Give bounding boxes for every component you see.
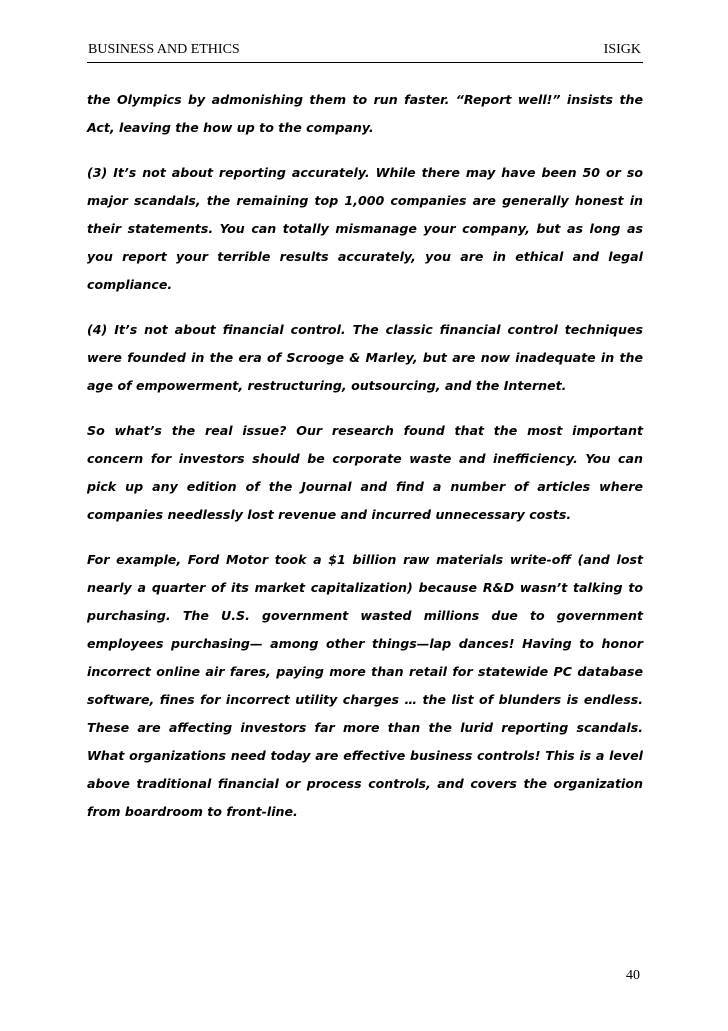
header-author: ISIGK — [603, 42, 641, 57]
paragraph: For example, Ford Motor took a $1 billion raw materials write-off (and lost nearly a quarter of its market capitalization) because R&D wasn’t talking to purchasing. The U.S. government wasted millions due to government employees purchasing— among other things—lap dances! Having to honor incorrect online air fares, paying more than retail for statewide PC database software, fines for incorrect utility charges … the list of blunders is endless. These are affecting investors far more than the lurid reporting scandals. What organizations need today are effective business controls! This is a level above traditional financial or process controls, and covers the organization from boardroom to front-line. — [87, 552, 643, 819]
page-number: 40 — [626, 968, 640, 983]
paragraph: the Olympics by admonishing them to run faster. “Report well!” insists the Act, leaving the how up to the company. — [87, 92, 643, 135]
page-header — [87, 40, 643, 63]
header-title: BUSINESS AND ETHICS — [88, 42, 240, 57]
paragraph: (3) It’s not about reporting accurately. While there may have been 50 or so major scandals, the remaining top 1,000 companies are generally honest in their statements. You can totally mismanage your company, but as long as you report your terrible results accurately, you are in ethical and legal compliance. — [87, 165, 643, 292]
paragraph: So what’s the real issue? Our research found that the most important concern for investors should be corporate waste and inefficiency. You can pick up any edition of the Journal and find a number of articles where companies needlessly lost revenue and incurred unnecessary costs. — [87, 423, 643, 522]
paragraph: (4) It’s not about financial control. The classic financial control techniques were founded in the era of Scrooge & Marley, but are now inadequate in the age of empowerment, restructuring, outsourcing, and the Internet. — [87, 322, 643, 393]
body-text — [87, 86, 643, 843]
